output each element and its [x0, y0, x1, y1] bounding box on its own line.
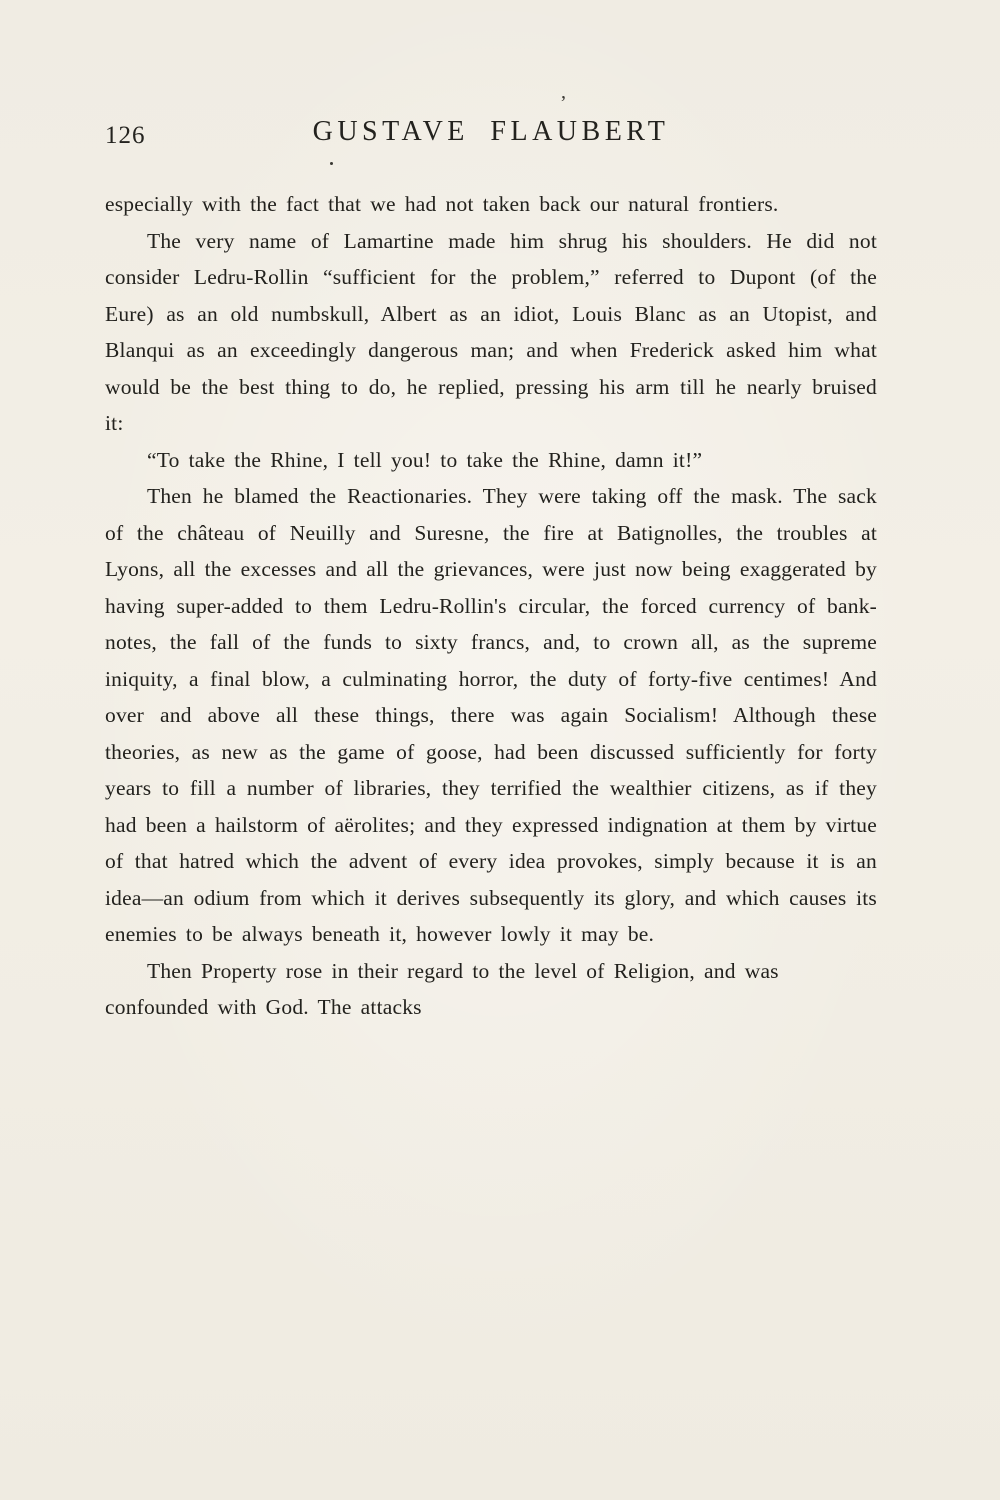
paragraph-continuation: especially with the fact that we had not taken back our natural frontiers.: [105, 192, 779, 216]
text-block: [105, 92, 877, 1026]
scan-artifact-dot: [330, 162, 333, 165]
paragraph: Then he blamed the Reactionaries. They were taking off the mask. The sack of the château of Neuilly and Suresne, the fire at Batignolles, the troubles at Lyons, all the excesses and all the grievances, were just now being exaggerated by having super-added to them Ledru-Rollin's circular, the forced currency of bank-notes, the fall of the funds to sixty francs, and, to crown all, as the supreme iniquity, a final blow, a culminating horror, the duty of forty-five centimes! And over and above all these things, there was again Socialism! Although these theories, as new as the game of goose, had been discussed sufficiently for forty years to fill a number of libraries, they terrified the wealthier citizens, as if they had been a hailstorm of aërolites; and they expressed indignation at them by virtue of that hatred which the advent of every idea provokes, simply because it is an idea—an odium from which it derives subsequently its glory, and which causes its enemies to be always beneath it, however lowly it may be.: [105, 484, 877, 946]
page-number: 126: [105, 122, 146, 149]
page-body: [105, 186, 877, 1026]
scan-artifact-mark: ’: [560, 92, 567, 114]
running-header: [105, 92, 877, 168]
paragraph: The very name of Lamartine made him shrug his shoulders. He did not consider Ledru-Rollin “sufficient for the problem,” referred to Dupont (of the Eure) as an old numbskull, Albert as an idiot, Louis Blanc as an Utopist, and Blanqui as an exceedingly dangerous man; and when Frederick asked him what would be the best thing to do, he replied, pressing his arm till he nearly bruised it:: [105, 228, 877, 435]
paragraph-quote: “To take the Rhine, I tell you! to take the Rhine, damn it!”: [147, 447, 703, 472]
paragraph: Then Property rose in their regard to the level of Religion, and was confounded with God. The attacks: [105, 958, 779, 1019]
running-header-title: GUSTAVE FLAUBERT: [312, 116, 670, 147]
